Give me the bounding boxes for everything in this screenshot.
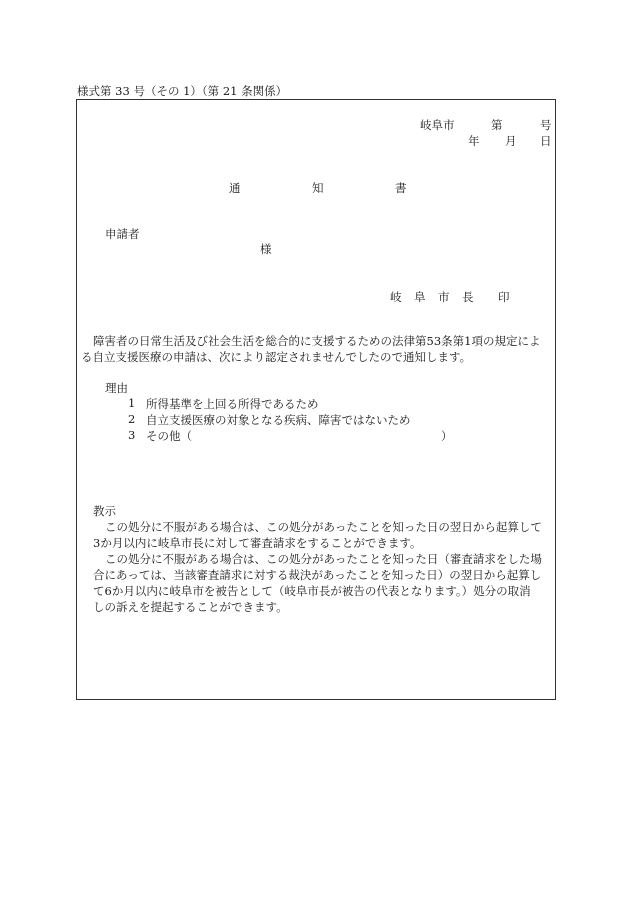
reason-3-number: 3 (128, 428, 136, 442)
issuer-go: 号 (540, 118, 552, 132)
applicant-label: 申請者 (105, 227, 140, 241)
instruction-p2-line3: て6か月以内に岐阜市を被告として（岐阜市長が被告の代表となります。）処分の取消 (93, 584, 531, 598)
seal-char-4: 長 (462, 290, 474, 304)
instruction-p2-line2: 合にあっては、当該審査請求に対する裁決があったことを知った日）の翌日から起算し (93, 568, 542, 582)
instruction-p1-line1: この処分に不服がある場合は、この処分があったことを知った日の翌日から起算して (105, 520, 542, 534)
body-line-1: 障害者の日常生活及び社会生活を総合的に支援するための法律第53条第1項の規定によ (93, 334, 541, 348)
reason-3-text: その他（ (146, 429, 192, 443)
issuer-city: 岐阜市 (420, 118, 455, 132)
date-month: 月 (505, 134, 517, 148)
reasons-heading: 理由 (105, 381, 128, 395)
honorific: 様 (260, 242, 272, 256)
issuer-dai: 第 (491, 118, 503, 132)
date-year: 年 (468, 134, 480, 148)
title-char-2: 知 (312, 181, 324, 195)
instruction-heading: 教示 (93, 504, 116, 518)
reason-2-text: 自立支援医療の対象となる疾病、障害ではないため (146, 413, 411, 427)
instruction-p2-line4: しの訴えを提起することができます。 (93, 600, 288, 614)
date-day: 日 (540, 134, 552, 148)
instruction-p2-line1: この処分に不服がある場合は、この処分があったことを知った日（審査請求をした場 (105, 552, 542, 566)
form-number: 様式第 33 号（その 1）（第 21 条関係） (77, 84, 288, 98)
reason-2-number: 2 (128, 412, 136, 426)
title-char-1: 通 (229, 181, 241, 195)
seal-char-5: 印 (498, 290, 510, 304)
body-line-2: る自立支援医療の申請は、次により認定されませんでしたので通知します。 (81, 350, 472, 364)
reason-1-number: 1 (128, 396, 136, 410)
instruction-p1-line2: 3か月以内に岐阜市長に対して審査請求をすることができます。 (93, 536, 422, 550)
seal-char-3: 市 (438, 290, 450, 304)
title-char-3: 書 (395, 181, 407, 195)
reason-1-text: 所得基準を上回る所得であるため (146, 397, 319, 411)
seal-char-2: 阜 (414, 290, 426, 304)
reason-3-close: ） (441, 429, 453, 443)
seal-char-1: 岐 (390, 290, 402, 304)
